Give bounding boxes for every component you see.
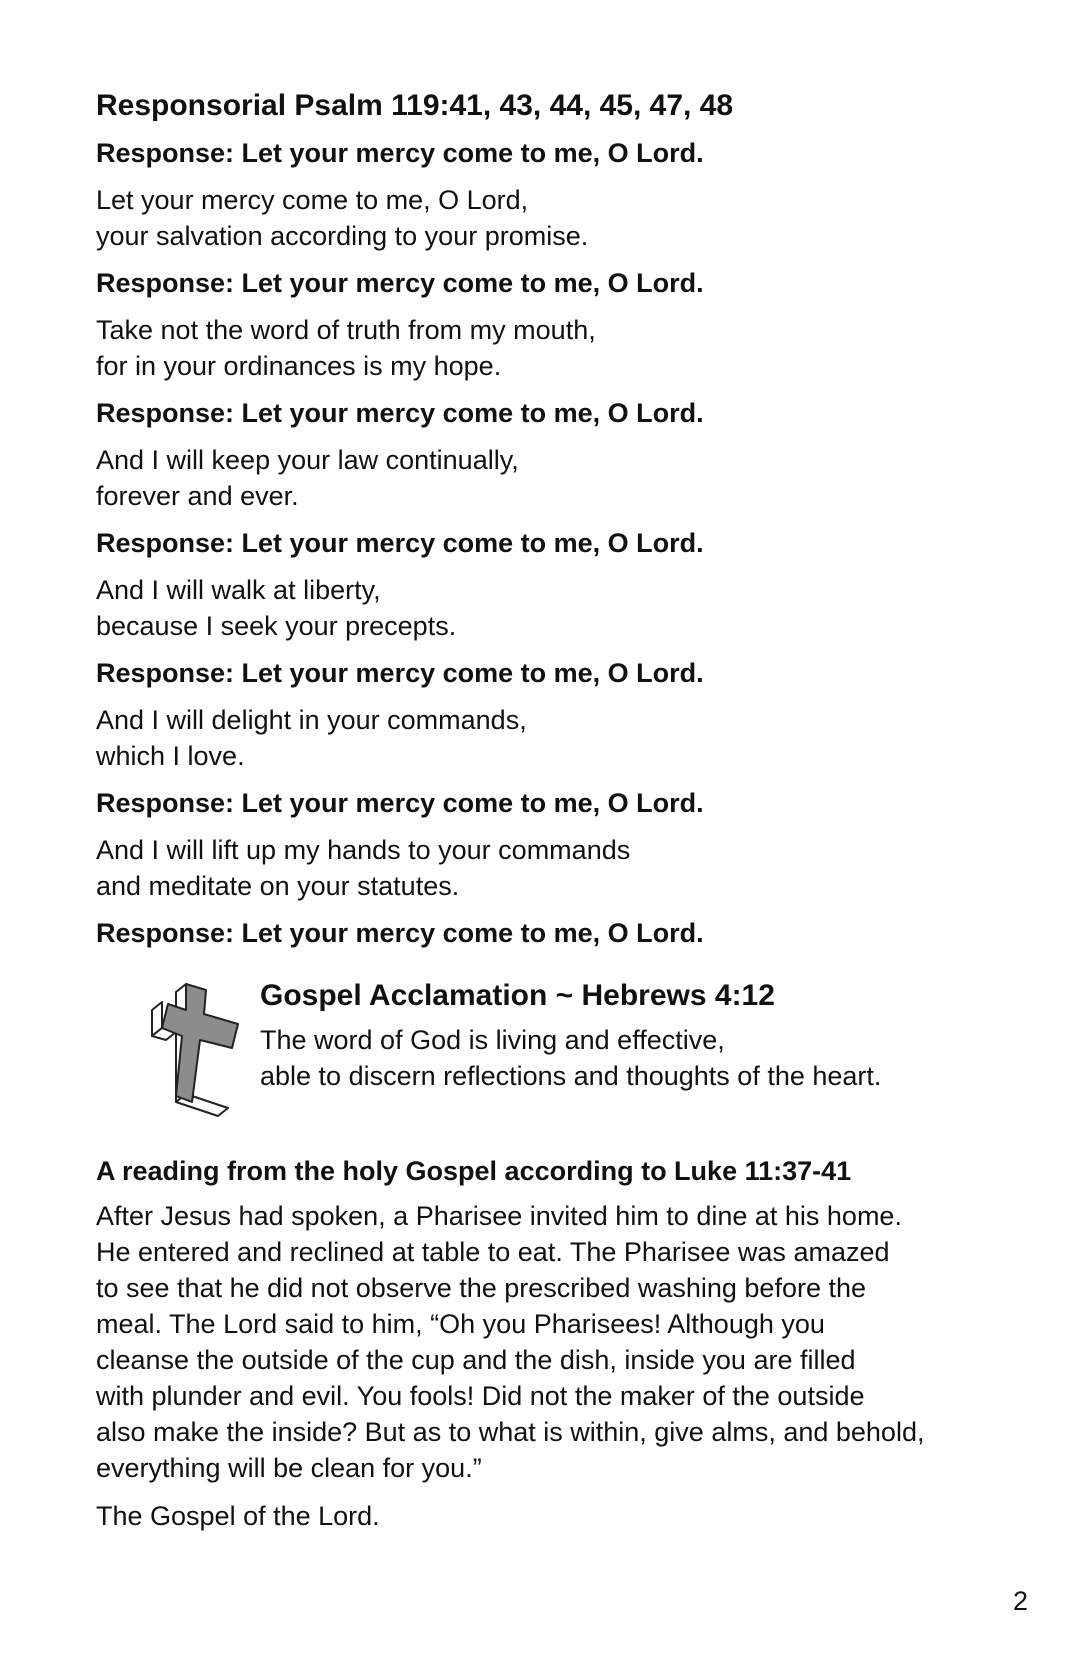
psalm-response: Response: Let your mercy come to me, O Lord. — [96, 918, 704, 948]
gospel-heading: A reading from the holy Gospel according to Luke 11:37-41 — [96, 1156, 852, 1186]
gospel-reading — [96, 1198, 1036, 1486]
psalm-verse — [96, 182, 1036, 254]
acclamation-text — [260, 978, 1020, 1094]
cross-icon — [146, 970, 250, 1118]
acclamation-line: able to discern reflections and thoughts of the heart. — [260, 1061, 882, 1091]
acclamation-line: The word of God is living and effective, — [260, 1025, 725, 1055]
psalm-response: Response: Let your mercy come to me, O Lord. — [96, 788, 704, 818]
psalm-verse — [96, 702, 1036, 774]
psalm-response: Response: Let your mercy come to me, O Lord. — [96, 138, 704, 168]
psalm-verse — [96, 312, 1036, 384]
gospel-line: He entered and reclined at table to eat. The Pharisee was amazed — [96, 1237, 890, 1267]
psalm-verse — [96, 832, 1036, 904]
gospel-line: cleanse the outside of the cup and the dish, inside you are filled — [96, 1345, 856, 1375]
acclamation-body — [260, 1022, 1020, 1094]
gospel-line: meal. The Lord said to him, “Oh you Pharisees! Although you — [96, 1309, 825, 1339]
verse-line: Let your mercy come to me, O Lord, — [96, 185, 529, 215]
verse-line: And I will keep your law continually, — [96, 445, 519, 475]
verse-line: which I love. — [96, 741, 245, 771]
psalm-response: Response: Let your mercy come to me, O Lord. — [96, 528, 704, 558]
acclamation-title: Gospel Acclamation ~ Hebrews 4:12 — [260, 979, 775, 1012]
gospel-line: everything will be clean for you.” — [96, 1453, 482, 1483]
psalm-response: Response: Let your mercy come to me, O Lord. — [96, 398, 704, 428]
gospel-line: After Jesus had spoken, a Pharisee invited him to dine at his home. — [96, 1201, 902, 1231]
psalm-verse — [96, 442, 1036, 514]
verse-line: forever and ever. — [96, 481, 299, 511]
verse-line: And I will lift up my hands to your commands — [96, 835, 631, 865]
verse-line: And I will delight in your commands, — [96, 705, 527, 735]
gospel-closing: The Gospel of the Lord. — [96, 1501, 380, 1531]
psalm-title: Responsorial Psalm 119:41, 43, 44, 45, 47, 48 — [96, 89, 734, 122]
verse-line: and meditate on your statutes. — [96, 871, 460, 901]
verse-line: your salvation according to your promise. — [96, 221, 589, 251]
psalm-response: Response: Let your mercy come to me, O Lord. — [96, 658, 704, 688]
verse-line: Take not the word of truth from my mouth, — [96, 315, 596, 345]
page-content — [96, 88, 1036, 1534]
verse-line: because I seek your precepts. — [96, 611, 457, 641]
page-number: 2 — [1012, 1586, 1028, 1616]
verse-line: And I will walk at liberty, — [96, 575, 381, 605]
psalm-response: Response: Let your mercy come to me, O Lord. — [96, 268, 704, 298]
gospel-line: to see that he did not observe the prescribed washing before the — [96, 1273, 867, 1303]
gospel-line: with plunder and evil. You fools! Did not the maker of the outside — [96, 1381, 865, 1411]
gospel-acclamation — [96, 970, 1036, 1118]
gospel-line: also make the inside? But as to what is within, give alms, and behold, — [96, 1417, 925, 1447]
psalm-verse — [96, 572, 1036, 644]
verse-line: for in your ordinances is my hope. — [96, 351, 502, 381]
